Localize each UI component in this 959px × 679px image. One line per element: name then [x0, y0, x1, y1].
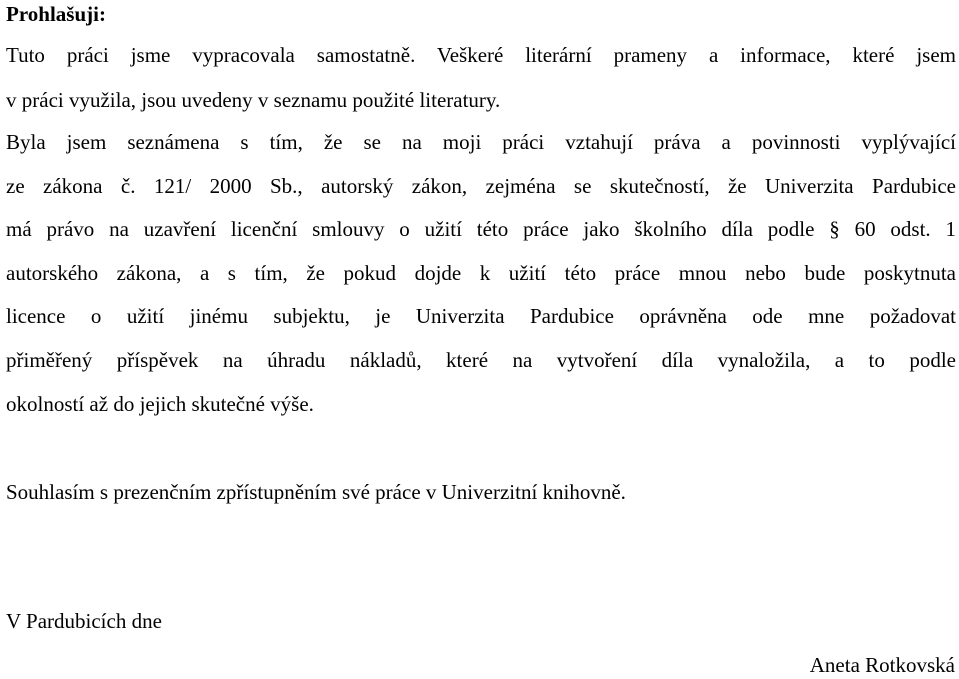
author-name: Aneta Rotkovská: [809, 653, 955, 677]
paragraph2-line-7: okolností až do jejich skutečné výše.: [6, 392, 314, 416]
paragraph2-line-6: přiměřený příspěvek na úhradu nákladů, které na vytvoření díla vynaložila, a to podle: [6, 348, 956, 372]
place-date-line: V Pardubicích dne: [6, 609, 162, 633]
consent-statement: Souhlasím s prezenčním zpřístupněním své práce v Univerzitní knihovně.: [6, 480, 626, 504]
paragraph2-line-5: licence o užití jinému subjektu, je Univerzita Pardubice oprávněna ode mne požadovat: [6, 304, 956, 328]
paragraph1-line-1: Tuto práci jsme vypracovala samostatně. Veškeré literární prameny a informace, které jsem: [6, 43, 956, 67]
paragraph2-line-2: ze zákona č. 121/ 2000 Sb., autorský zákon, zejména se skutečností, že Univerzita Pardubice: [6, 174, 956, 198]
paragraph2-line-4: autorského zákona, a s tím, že pokud dojde k užití této práce mnou nebo bude poskytnuta: [6, 261, 956, 285]
paragraph2-line-1: Byla jsem seznámena s tím, že se na moji práci vztahují práva a povinnosti vyplývající: [6, 130, 956, 154]
paragraph1-line-2: v práci využila, jsou uvedeny v seznamu použité literatury.: [6, 88, 501, 112]
declaration-heading: Prohlašuji:: [6, 2, 106, 26]
paragraph2-line-3: má právo na uzavření licenční smlouvy o užití této práce jako školního díla podle § 60 odst. 1: [6, 217, 956, 241]
